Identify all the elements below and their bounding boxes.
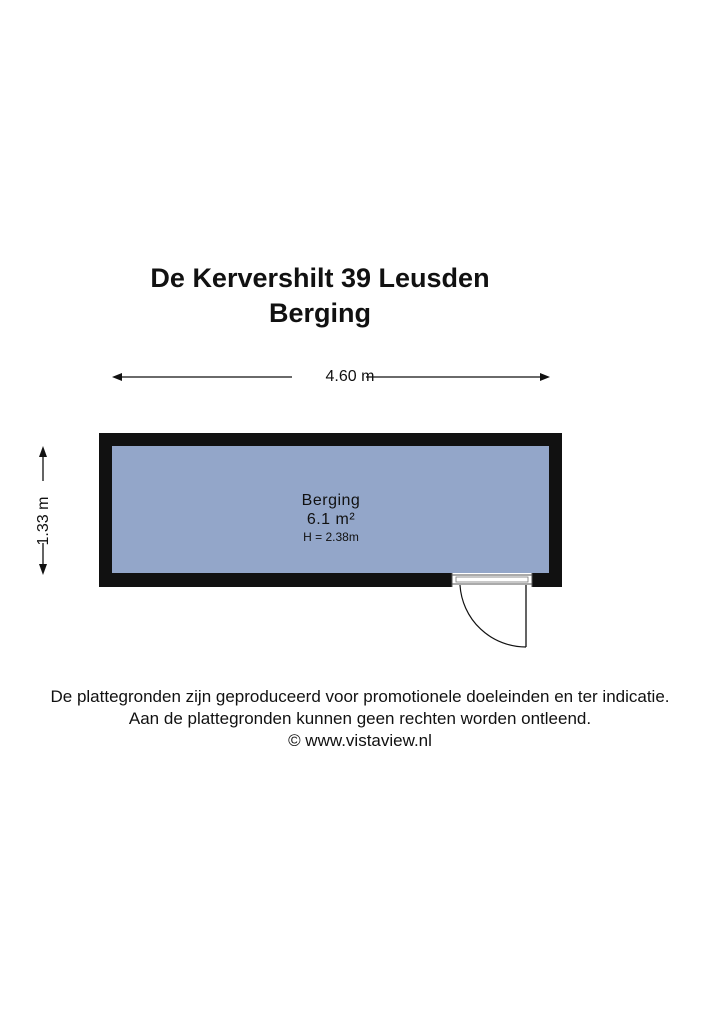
room-name: Berging — [301, 492, 361, 509]
room-area: 6.1 m² — [306, 511, 356, 528]
copyright-notice: © www.vistaview.nl — [288, 731, 432, 750]
floorplan-title: De Kervershilt 39 Leusden — [150, 263, 490, 293]
width-dimension-label: 4.60 m — [325, 368, 375, 385]
door-swing-arc — [460, 585, 526, 647]
floorplan-subtitle: Berging — [268, 298, 371, 328]
disclaimer-line-2: Aan de plattegronden kunnen geen rechten worden ontleend. — [128, 709, 592, 728]
disclaimer-line-1: De plattegronden zijn geproduceerd voor promotionele doeleinden en ter indicatie. — [50, 687, 670, 706]
door — [452, 573, 532, 647]
height-dimension-label: 1.33 m — [35, 496, 52, 546]
room-ceiling-height: H = 2.38m — [303, 530, 359, 544]
